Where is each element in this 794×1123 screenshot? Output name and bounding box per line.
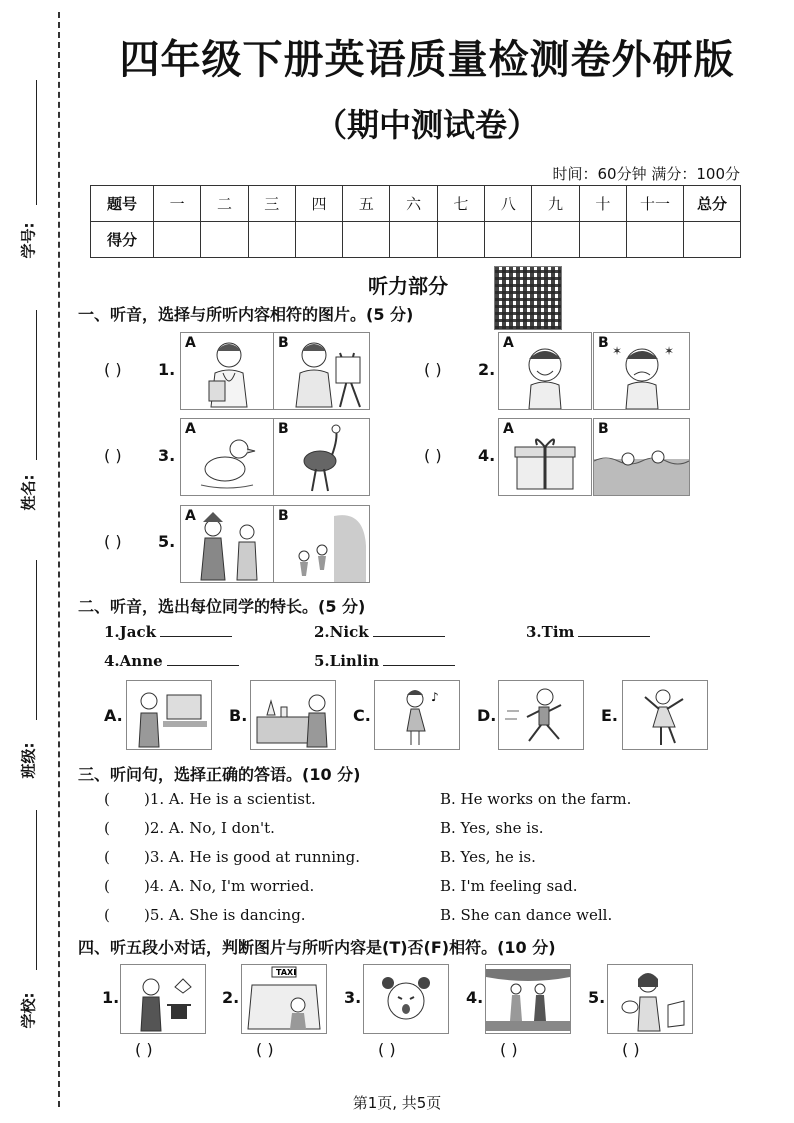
question-number: 3. <box>158 446 176 465</box>
qr-code-icon[interactable] <box>494 266 562 330</box>
option-label: B <box>598 421 609 437</box>
t-f-picture-3 <box>363 964 449 1034</box>
q1-option-b[interactable] <box>273 332 370 410</box>
binding-dashed-line <box>58 12 60 1107</box>
score-cell[interactable] <box>390 222 437 258</box>
option-c-picture[interactable] <box>374 680 460 750</box>
class-field[interactable] <box>14 560 44 780</box>
score-header-cell: 总分 <box>684 186 741 222</box>
tf-answer-blank[interactable]: ( ) <box>256 1040 274 1059</box>
q2-option-b[interactable] <box>593 332 690 410</box>
option-a-picture[interactable] <box>126 680 212 750</box>
answer-blank[interactable]: ( ) <box>424 360 442 379</box>
option-letter: B. <box>229 706 248 725</box>
tf-answer-blank[interactable]: ( ) <box>378 1040 396 1059</box>
option-label: B <box>278 508 289 524</box>
section1-heading: 一、听音，选择与所听内容相符的图片。(5 分) <box>78 305 414 324</box>
item-number: 5. <box>588 988 606 1007</box>
tf-answer-blank[interactable]: ( ) <box>135 1040 153 1059</box>
question-row-a[interactable]: ( )5. A. She is dancing. <box>104 906 306 924</box>
option-e-picture[interactable] <box>622 680 708 750</box>
question-row-a[interactable]: ( )2. A. No, I don't. <box>104 819 275 837</box>
score-header-cell: 十 <box>579 186 626 222</box>
option-label: B <box>278 335 289 351</box>
section3-heading: 三、听问句，选择正确的答语。(10 分) <box>78 765 361 784</box>
question-row-a[interactable]: ( )1. A. He is a scientist. <box>104 790 316 808</box>
score-header-cell: 三 <box>248 186 295 222</box>
option-label: A <box>185 421 196 437</box>
score-cell[interactable] <box>343 222 390 258</box>
score-table-header-row <box>91 186 741 222</box>
score-header-cell: 题号 <box>91 186 154 222</box>
name-label: 姓名: <box>19 474 38 511</box>
section4-heading: 四、听五段小对话，判断图片与所听内容是(T)否(F)相符。(10 分) <box>78 938 556 957</box>
stage-performers-icon <box>486 965 570 1033</box>
singing-girl-icon <box>375 681 459 749</box>
question-number: 1. <box>158 360 176 379</box>
score-header-cell: 一 <box>154 186 201 222</box>
score-cell[interactable] <box>532 222 579 258</box>
score-cell[interactable] <box>627 222 684 258</box>
section2-heading: 二、听音，选出每位同学的特长。(5 分) <box>78 597 366 616</box>
school-field[interactable] <box>14 810 44 1030</box>
item-number: 1. <box>102 988 120 1007</box>
score-header-cell: 五 <box>343 186 390 222</box>
listening-section-title: 听力部分 <box>368 274 448 298</box>
score-cell[interactable] <box>684 222 741 258</box>
dancing-girl-icon <box>623 681 707 749</box>
score-header-cell: 九 <box>532 186 579 222</box>
t-f-picture-2 <box>241 964 327 1034</box>
question-row-a[interactable]: ( )4. A. No, I'm worried. <box>104 877 315 895</box>
student-id-line <box>36 80 37 205</box>
tf-answer-blank[interactable]: ( ) <box>500 1040 518 1059</box>
class-label: 班级: <box>19 742 38 779</box>
taxi-driver-icon <box>242 965 326 1033</box>
option-label: A <box>185 335 196 351</box>
time-info: 时间：60分钟 满分：100分 <box>552 165 740 183</box>
t-f-picture-5 <box>607 964 693 1034</box>
question-row-b[interactable]: B. Yes, she is. <box>440 819 544 837</box>
crying-girl-icon <box>364 965 448 1033</box>
q4-option-b[interactable] <box>593 418 690 496</box>
running-boy-icon <box>499 681 583 749</box>
item-number: 2. <box>222 988 240 1007</box>
science-lab-icon <box>251 681 335 749</box>
t-f-picture-4 <box>485 964 571 1034</box>
score-header-cell: 七 <box>437 186 484 222</box>
girl-with-fan-icon <box>608 965 692 1033</box>
name-answer-item[interactable]: 2.Nick <box>314 622 445 641</box>
question-row-b[interactable]: B. She can dance well. <box>440 906 613 924</box>
option-label: B <box>278 421 289 437</box>
score-cell[interactable] <box>154 222 201 258</box>
score-cell[interactable] <box>437 222 484 258</box>
option-label: B <box>598 335 609 351</box>
score-cell[interactable] <box>485 222 532 258</box>
taxi-sign: TAXI <box>276 968 297 977</box>
option-letter: C. <box>353 706 371 725</box>
q3-option-a[interactable] <box>180 418 274 496</box>
q5-option-a[interactable] <box>180 505 274 583</box>
question-number: 5. <box>158 532 176 551</box>
page-subtitle: （期中测试卷） <box>314 106 539 144</box>
option-letter: A. <box>104 706 123 725</box>
svg-text:♪: ♪ <box>431 690 439 704</box>
page-footer: 第1页, 共5页 <box>352 1094 442 1112</box>
option-label: A <box>503 421 514 437</box>
school-label: 学校: <box>19 992 38 1029</box>
q3-option-b[interactable] <box>273 418 370 496</box>
class-line <box>36 560 37 720</box>
student-id-label: 学号: <box>19 222 38 259</box>
svg-text:✶: ✶ <box>664 344 675 358</box>
score-header-cell: 四 <box>295 186 342 222</box>
student-id-field[interactable] <box>14 80 44 260</box>
name-field[interactable] <box>14 310 44 510</box>
score-cell[interactable] <box>248 222 295 258</box>
question-number: 4. <box>478 446 496 465</box>
school-line <box>36 810 37 970</box>
option-b-picture[interactable] <box>250 680 336 750</box>
item-number: 3. <box>344 988 362 1007</box>
question-row-b[interactable]: B. He works on the farm. <box>440 790 632 808</box>
score-cell[interactable] <box>295 222 342 258</box>
option-letter: E. <box>601 706 619 725</box>
q5-option-b[interactable] <box>273 505 370 583</box>
answer-blank[interactable]: ( ) <box>104 360 122 379</box>
question-number: 2. <box>478 360 496 379</box>
name-answer-item[interactable]: 1.Jack <box>104 622 232 641</box>
name-answer-item[interactable]: 5.Linlin <box>314 651 455 670</box>
computer-boy-icon <box>127 681 211 749</box>
question-row-b[interactable]: B. I'm feeling sad. <box>440 877 578 895</box>
svg-text:✶: ✶ <box>612 344 623 358</box>
option-letter: D. <box>477 706 497 725</box>
page-title: 四年级下册英语质量检测卷外研版 <box>119 37 735 83</box>
score-table <box>90 185 741 258</box>
q4-option-a[interactable] <box>498 418 592 496</box>
name-answer-item[interactable]: 3.Tim <box>526 622 650 641</box>
item-number: 4. <box>466 988 484 1007</box>
option-label: A <box>503 335 514 351</box>
answer-blank[interactable]: ( ) <box>104 532 122 551</box>
option-label: A <box>185 508 196 524</box>
answer-blank[interactable]: ( ) <box>104 446 122 465</box>
score-cell[interactable] <box>579 222 626 258</box>
name-answer-item[interactable]: 4.Anne <box>104 651 239 670</box>
question-row-b[interactable]: B. Yes, he is. <box>440 848 536 866</box>
answer-blank[interactable]: ( ) <box>424 446 442 465</box>
score-table-score-row <box>91 222 741 258</box>
q1-option-a[interactable] <box>180 332 274 410</box>
score-header-cell: 十一 <box>627 186 684 222</box>
score-cell[interactable] <box>201 222 248 258</box>
score-header-cell: 八 <box>485 186 532 222</box>
tf-answer-blank[interactable]: ( ) <box>622 1040 640 1059</box>
question-row-a[interactable]: ( )3. A. He is good at running. <box>104 848 361 866</box>
score-header-cell: 六 <box>390 186 437 222</box>
option-d-picture[interactable] <box>498 680 584 750</box>
score-header-cell: 二 <box>201 186 248 222</box>
t-f-picture-1 <box>120 964 206 1034</box>
q2-option-a[interactable] <box>498 332 592 410</box>
name-line <box>36 310 37 460</box>
magician-icon <box>121 965 205 1033</box>
score-row-label: 得分 <box>91 222 154 258</box>
